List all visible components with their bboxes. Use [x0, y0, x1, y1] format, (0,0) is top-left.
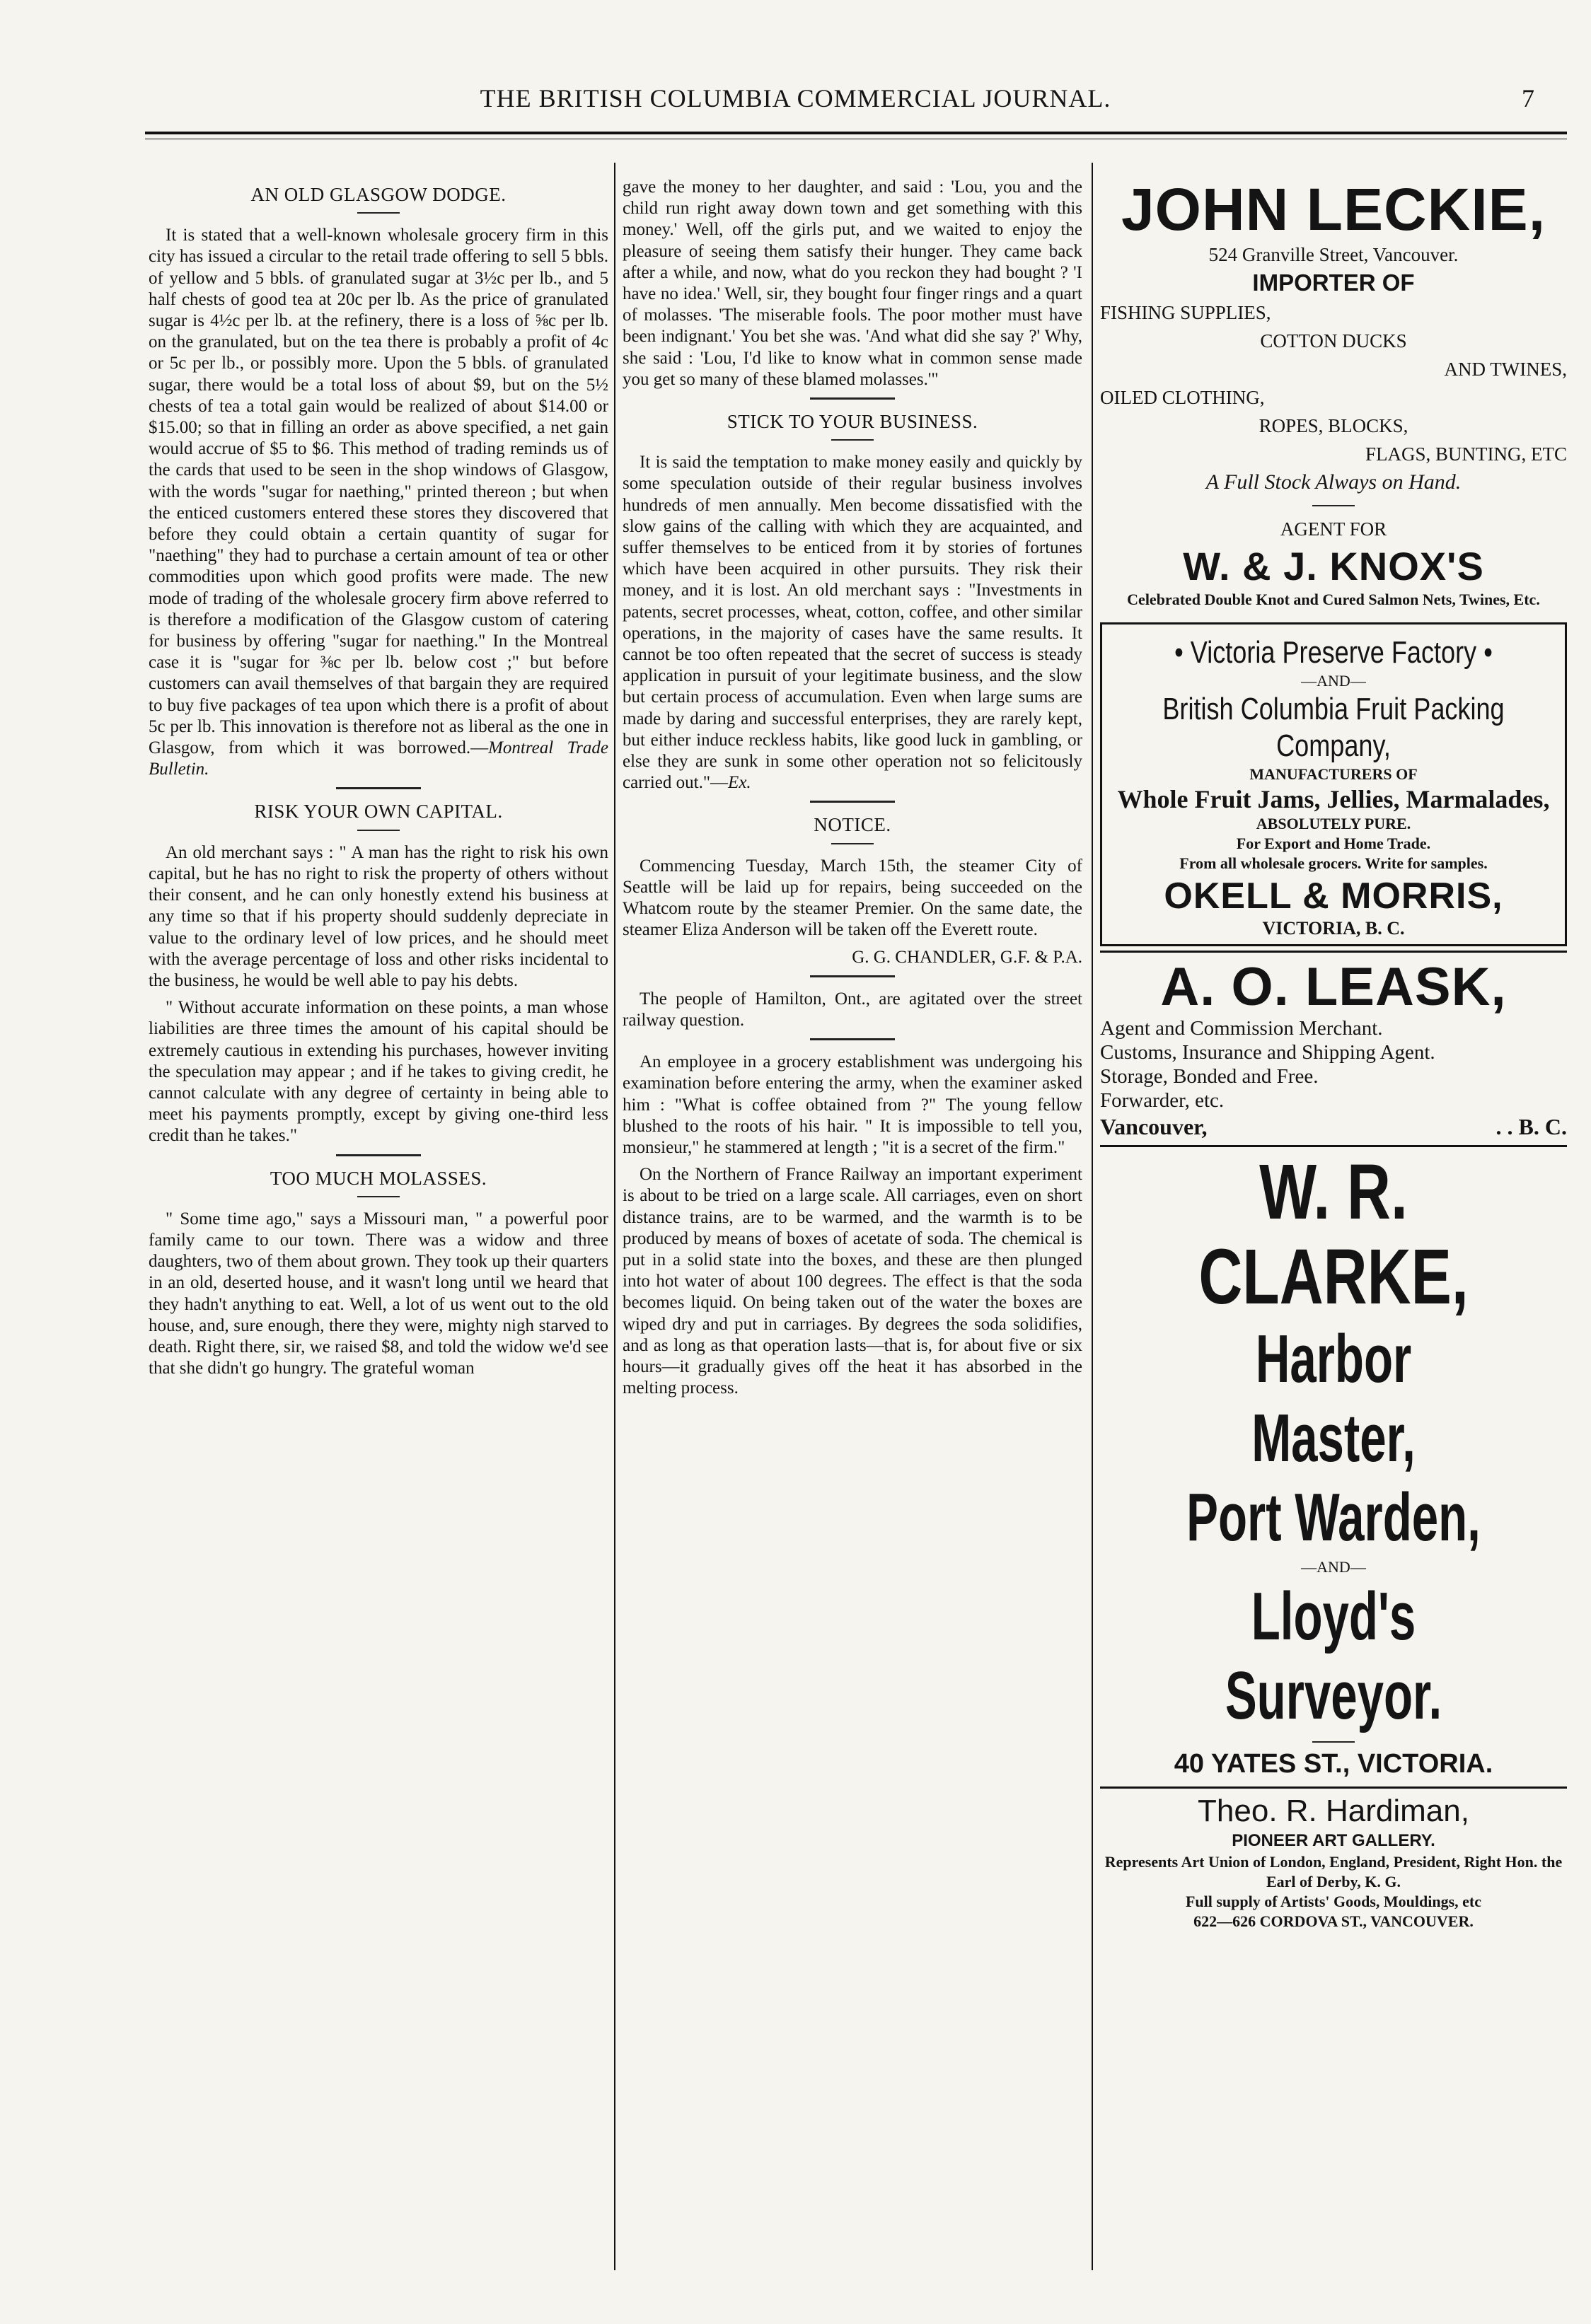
article-title: TOO MUCH MOLASSES. — [270, 1167, 487, 1189]
header-rule — [145, 132, 1567, 134]
ad-line: COTTON DUCKS — [1260, 330, 1407, 351]
article-paragraph: The people of Hamilton, Ont., are agitated over the street railway question. — [623, 989, 1082, 1030]
ad-line: IMPORTER OF — [1252, 269, 1415, 296]
ad-heading: Lloyd's Surveyor. — [1225, 1579, 1442, 1733]
column-1 — [149, 177, 608, 1385]
divider — [831, 439, 874, 441]
ad-address: 622—626 CORDOVA ST., VANCOUVER. — [1193, 1912, 1474, 1930]
ad-line: Whole Fruit Jams, Jellies, Marmalades, — [1117, 785, 1550, 813]
column-rule-1 — [614, 163, 615, 2270]
article-title: NOTICE. — [814, 814, 891, 836]
ad-line: FLAGS, BUNTING, ETC — [1365, 443, 1567, 465]
ad-address: 524 Granville Street, Vancouver. — [1208, 244, 1459, 265]
divider — [810, 1038, 895, 1040]
ad-line: A Full Stock Always on Hand. — [1205, 470, 1462, 494]
ad-heading: W. & J. KNOX'S — [1183, 544, 1484, 588]
ad-line: Forwarder, etc. — [1100, 1089, 1225, 1112]
divider — [810, 975, 895, 977]
ad-line: —AND— — [1301, 1558, 1366, 1576]
divider — [357, 1196, 400, 1197]
article-paragraph: gave the money to her daughter, and said : 'Lou, you and the child run right away down town and get something with this money.' Well, off the girls put, and we waited to enjoy the pleasure of seeing them satisfy their hunger. They came back after a while, and now, what do you reckon they had bought ? 'I have no idea.' Well, sir, they bought four finger rings and a quart of molasses. 'The miserable fools. The poor mother must have been indignant.' You bet she was. 'And what did she say ?' Why, she said : 'Lou, I'd like to know what in common sense made you get so many of these blamed molasses.'" — [623, 178, 1082, 389]
divider — [810, 397, 895, 400]
article-paragraph: " Without accurate information on these points, a man whose liabilities are three times the amount of his capital should be extremely cautious in extending his purchases, however inviting the speculation may appear ; and if he takes to giving credit, he cannot calculate with any degree of certainty in being able to meet his payments promptly, except by giving one-third less credit than he takes." — [149, 998, 608, 1146]
divider — [336, 787, 421, 789]
ad-line: AND TWINES, — [1444, 359, 1567, 380]
article-paragraph: On the Northern of France Railway an important experiment is about to be tried on a large scale. All carriages, even on short distance trains, are to be warmed, and the warmth is to be produced by means of boxes of acetate of soda. The chemical is put in a solid state into the boxes, and these are then plunged into hot water of about 100 degrees. The effect is that the soda becomes liquid. On being taken out of the water the boxes are wiped dry and put in carriages. By degrees the soda solidifies, and as long as that operation lasts—that is, for about five or six hours—it gradually gives off the heat it has absorbed in the melting process. — [623, 1165, 1082, 1398]
ad-line: Represents Art Union of London, England, President, Right Hon. the Earl of Derby, K. G. — [1104, 1853, 1563, 1890]
column-2 — [623, 177, 1082, 1405]
article-title: RISK YOUR OWN CAPITAL. — [254, 801, 503, 823]
article-paragraph: An employee in a grocery establishment was undergoing his examination before entering the army, when the examiner asked him : "What is coffee obtained from ?" The young fellow blushed to the roots of his hair. " It is impossible to tell you, monsieur," he stammered at length ; "it is a secret of the firm." — [623, 1052, 1082, 1157]
ad-line: PIONEER ART GALLERY. — [1232, 1831, 1435, 1850]
ad-heading: A. O. LEASK, — [1160, 957, 1507, 1017]
ad-line: For Export and Home Trade. — [1236, 835, 1431, 852]
article-paragraph: It is said the temptation to make money easily and quickly by some speculation outside of their regular business involves hundreds of men annually. Men become dissatisfied with the slow gains of the calling with which they are acquainted, and suffer themselves to be enticed from it by stories of fortunes which have been acquired in other pursuits. They risk their money, and it is lost. An old merchant says : "Investments in patents, secret processes, wheat, cotton, coffee, and other similar operations, in the majority of cases have the same results. It cannot be too often repeated that the secret of success is steady application in pursuit of your legitimate business, and the slow but certain process of accumulation. Even when large sums are made by daring and successful enterprises, they are rarely kept, but either induce reckless habits, like good luck in gambling, or else they are sunk in some other operation not so felicitously carried out."—Ex. — [623, 453, 1082, 793]
ad-line: ABSOLUTELY PURE. — [1256, 815, 1411, 832]
ad-line: VICTORIA, B. C. — [1262, 918, 1405, 939]
ad-heading: • Victoria Preserve Factory • — [1174, 635, 1493, 670]
article-title: STICK TO YOUR BUSINESS. — [727, 411, 978, 433]
ad-theo-hardiman — [1100, 1786, 1567, 1931]
ad-line: AGENT FOR — [1280, 518, 1387, 540]
ad-heading: Harbor Master, — [1251, 1321, 1416, 1476]
article-paragraph: Commencing Tuesday, March 15th, the steamer City of Seattle will be laid up for repairs, being succeeded on the Whatcom route by the steamer Premier. On the same date, the steamer Eliza Anderson will be taken off the Everett route. — [623, 856, 1082, 940]
ad-line: Agent and Commission Merchant. — [1100, 1017, 1383, 1040]
ad-john-leckie — [1100, 177, 1567, 610]
divider — [1312, 1741, 1355, 1743]
ad-line: —AND— — [1301, 672, 1366, 690]
article-source: Montreal Trade Bulletin. — [149, 738, 608, 779]
article-title: AN OLD GLASGOW DODGE. — [250, 184, 507, 205]
ad-line: Storage, Bonded and Free. — [1100, 1065, 1319, 1088]
journal-title: THE BRITISH COLUMBIA COMMERCIAL JOURNAL. — [480, 84, 1111, 112]
running-header — [0, 83, 1591, 133]
ad-victoria-preserve-factory — [1100, 622, 1567, 946]
ad-line: Full supply of Artists' Goods, Mouldings, etc — [1185, 1893, 1482, 1910]
divider — [357, 212, 400, 214]
ad-line: ROPES, BLOCKS, — [1259, 415, 1408, 436]
article-paragraph: " Some time ago," says a Missouri man, " a powerful poor family came to our town. There was a widow and three daughters, two of them about grown. They took up their quarters in an old, deserted house, and it wasn't long until we heard that they hadn't anything to eat. Well, a lot of us went out to the old house, and, sure enough, there they were, mighty nigh starved to death. Right there, sir, we raised $8, and told the widow we'd see that she didn't go hungry. The grateful woman — [149, 1209, 608, 1378]
ad-address: 40 YATES ST., VICTORIA. — [1174, 1749, 1493, 1779]
ad-w-r-clarke — [1100, 1145, 1567, 1779]
article-paragraph: An old merchant says : " A man has the right to risk his own capital, but he has no right to risk the property of others without their consent, and he can only honestly extend his business at any time so that if his property should suddenly depreciate in value to the ordinary level of low prices, and he should meet with the average percentage of loss and other risks incidental to the business, he would be well able to pay his debts. — [149, 842, 608, 990]
ad-heading: British Columbia Fruit Packing Company, — [1162, 692, 1505, 763]
divider — [357, 830, 400, 831]
page-number: 7 — [1522, 84, 1534, 112]
ad-line: Celebrated Double Knot and Cured Salmon Nets, Twines, Etc. — [1127, 591, 1540, 608]
notice-signature: G. G. CHANDLER, G.F. & P.A. — [852, 947, 1082, 967]
ad-line: Vancouver, . . B. C. — [1100, 1114, 1567, 1139]
article-source: Ex. — [728, 773, 751, 793]
divider — [336, 1154, 421, 1156]
ad-heading: OKELL & MORRIS, — [1164, 876, 1503, 917]
ad-line: Customs, Insurance and Shipping Agent. — [1100, 1041, 1435, 1064]
divider — [1312, 505, 1355, 506]
ad-heading: Theo. R. Hardiman, — [1198, 1794, 1469, 1828]
divider — [831, 843, 874, 844]
ad-a-o-leask — [1100, 951, 1567, 1141]
ad-line: FISHING SUPPLIES, — [1100, 302, 1271, 323]
column-3-ads — [1100, 177, 1567, 1931]
ad-heading: JOHN LECKIE, — [1121, 176, 1546, 243]
ad-line: MANUFACTURERS OF — [1249, 765, 1418, 783]
article-paragraph: It is stated that a well-known wholesale grocery firm in this city has issued a circular to the retail trade offering to sell 5 bbls. of yellow and 5 bbls. of granulated sugar at 3½c per lb., and 5 half chests of good tea at 20c per lb. As the price of granulated sugar is 4½c per lb. at the refinery, there is a loss of ⅝c per lb. on the granulated, but on the tea there is probably a profit of 4c or 5c per lb., or possibly more. Upon the 5 bbls. of granulated sugar, there would be a total loss of about $9, but on the 5½ chests of tea a total gain would be realized of about $14.00 or $15.00; so that in filling an order as above specified, a net gain would accrue of $5 to $6. This method of trading reminds us of the cards that used to be seen in the shop windows of Glasgow, with the words "sugar for naething," printed thereon ; but when the enticed customers entered these stores they discovered that before they could obtain a certain quantity of sugar for "naething" they had to purchase a certain amount of tea or other commodities upon which good profits were made. The new mode of trading of the wholesale grocery firm above referred to is therefore a modification of the Glasgow custom of catering for business by offering "sugar for naething." In the Montreal case it is "sugar for ⅜c per lb. below cost ;" but before customers can avail themselves of that bargain they are required to buy five packages of tea upon which there is a profit of about 5c per lb. This innovation is therefore not as liberal as the one in Glasgow, from which it was borrowed.—Montreal Trade Bulletin. — [149, 226, 608, 779]
ad-heading: W. R. CLARKE, — [1198, 1149, 1469, 1320]
column-rule-2 — [1092, 163, 1093, 2270]
ad-heading: Port Warden, — [1186, 1480, 1481, 1555]
ad-line: From all wholesale grocers. Write for samples. — [1179, 854, 1488, 872]
ad-line: OILED CLOTHING, — [1100, 387, 1265, 408]
divider — [810, 801, 895, 803]
